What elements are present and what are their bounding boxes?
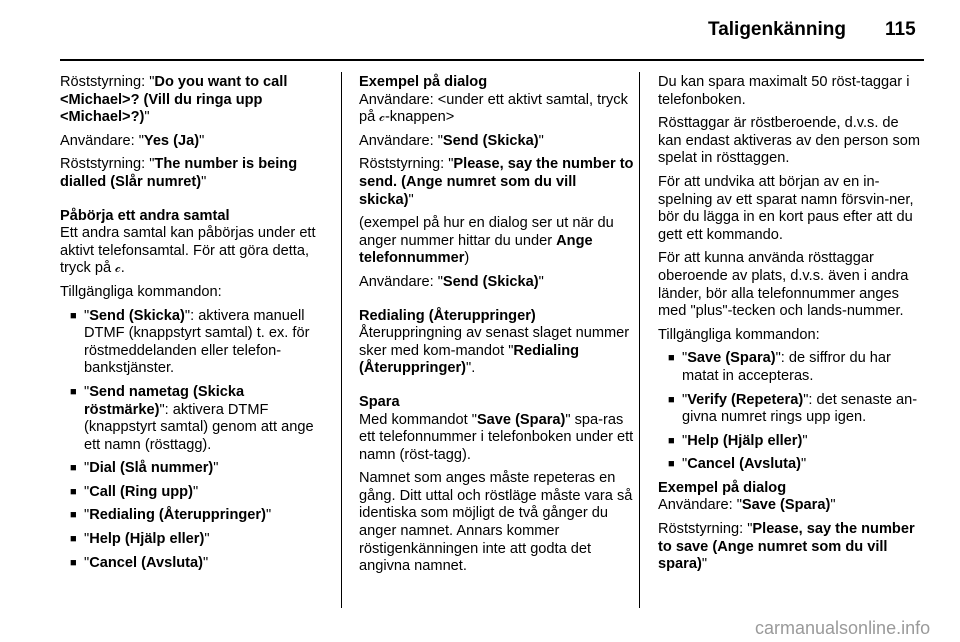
paragraph: Namnet som anges måste repeteras en gång. Ditt uttal och röstläge måste vara så identiska som möjligt de två gånger du anger namnet. Annars kommer röstigenkänningen inte att godta det angivna namnet.	[359, 470, 633, 575]
paragraph: Röststyrning: "The number is being dialled (Slår numret)"	[60, 156, 298, 190]
bullet-icon: ■	[70, 385, 77, 398]
paragraph: (exempel på hur en dialog ser ut när du anger nummer hittar du under Ange telefonnummer)	[359, 215, 614, 267]
bullet-icon: ■	[70, 533, 77, 546]
list-item: ■ "Redialing (Återuppringer)"	[70, 507, 272, 524]
list-item: ■ "Send (Skicka)": aktivera manuell DTMF (knappstyrt samtal) t. ex. för röstmeddelanden eller telefon-bankstjänster.	[70, 307, 310, 377]
phone-icon: 𝒸	[115, 259, 121, 276]
phone-icon: 𝒸	[379, 108, 385, 125]
section-heading: Redialing (Återuppringer)	[359, 307, 536, 324]
paragraph: För att kunna använda rösttaggar oberoende av plats, d.v.s. även i andra länder, bör alla telefonnummer anges med "plus"-tecken och lands-nummer.	[658, 250, 909, 320]
column-divider-2	[639, 72, 640, 608]
paragraph: Användare: "Save (Spara)"	[658, 497, 836, 514]
bullet-icon: ■	[70, 462, 77, 475]
list-item: ■ "Help (Hjälp eller)"	[70, 531, 210, 548]
paragraph: Återuppringning av senast slaget nummer sker med kom-mandot "Redialing (Återuppringer)".	[359, 325, 630, 377]
command-list	[658, 350, 924, 474]
page-number: 115	[885, 19, 916, 40]
paragraph: För att undvika att början av en in-spelning av ett sparat namn försvin-ner, bör du lägga in en kort paus efter att du gett ett kommando.	[658, 173, 914, 243]
command-list	[60, 308, 330, 573]
paragraph: Rösttaggar är röstberoende, d.v.s. de kan endast aktiveras av den person som spelat in rösttaggen.	[658, 115, 921, 167]
column-1	[60, 74, 330, 578]
list-item: ■ "Call (Ring upp)"	[70, 483, 199, 500]
bullet-icon: ■	[668, 434, 675, 447]
paragraph: Tillgängliga kommandon:	[60, 283, 222, 300]
list-item: ■ "Help (Hjälp eller)"	[668, 432, 808, 449]
section-heading: Påbörja ett andra samtal	[60, 207, 230, 224]
bullet-icon: ■	[70, 309, 77, 322]
page-title: Taligenkänning	[708, 19, 846, 40]
list-item: ■ "Verify (Repetera)": det senaste an-givna numret rings upp igen.	[668, 391, 918, 426]
list-item: ■ "Cancel (Avsluta)"	[668, 456, 807, 473]
list-item: ■ "Save (Spara)": de siffror du har matat in accepteras.	[668, 350, 891, 384]
paragraph: Tillgängliga kommandon:	[658, 326, 820, 343]
bullet-icon: ■	[70, 509, 77, 522]
list-item: ■ "Send nametag (Skicka röstmärke)": aktivera DTMF (knappstyrt samtal) genom att ange ett namn (rösttagg).	[70, 383, 314, 453]
watermark: carmanualsonline.info	[755, 618, 931, 638]
bullet-icon: ■	[70, 485, 77, 498]
paragraph: Röststyrning: "Do you want to call <Michael>? (Vill du ringa upp <Michael>?)"	[60, 74, 288, 126]
paragraph: Du kan spara maximalt 50 röst-taggar i telefonboken.	[658, 74, 910, 108]
paragraph: Med kommandot "Save (Spara)" spa-ras ett telefonnummer i telefonboken under ett namn (röst-tagg).	[359, 411, 634, 463]
page-header	[0, 0, 960, 60]
paragraph: Ett andra samtal kan påbörjas under ett aktivt telefonsamtal. För att göra detta, tryck på 𝒸.	[60, 225, 316, 277]
header-rule	[60, 59, 924, 61]
column-2	[359, 74, 634, 582]
column-divider-1	[341, 72, 342, 608]
bullet-icon: ■	[668, 352, 675, 365]
paragraph: Användare: <under ett aktivt samtal, tryck på 𝒸-knappen>	[359, 91, 628, 126]
section-heading: Exempel på dialog	[359, 74, 488, 90]
bullet-icon: ■	[668, 458, 675, 471]
list-item: ■ "Dial (Slå nummer)"	[70, 460, 219, 477]
paragraph: Användare: "Yes (Ja)"	[60, 132, 205, 149]
section-heading: Spara	[359, 393, 400, 410]
paragraph: Röststyrning: "Please, say the number to send. (Ange numret som du vill skicka)"	[359, 156, 634, 208]
paragraph: Användare: "Send (Skicka)"	[359, 273, 544, 290]
section-heading: Exempel på dialog	[658, 479, 787, 496]
bullet-icon: ■	[668, 393, 675, 406]
bullet-icon: ■	[70, 556, 77, 569]
list-item: ■ "Cancel (Avsluta)"	[70, 554, 209, 571]
paragraph: Användare: "Send (Skicka)"	[359, 132, 544, 149]
column-3	[658, 74, 924, 580]
paragraph: Röststyrning: "Please, say the number to save (Ange numret som du vill spara)"	[658, 521, 915, 573]
